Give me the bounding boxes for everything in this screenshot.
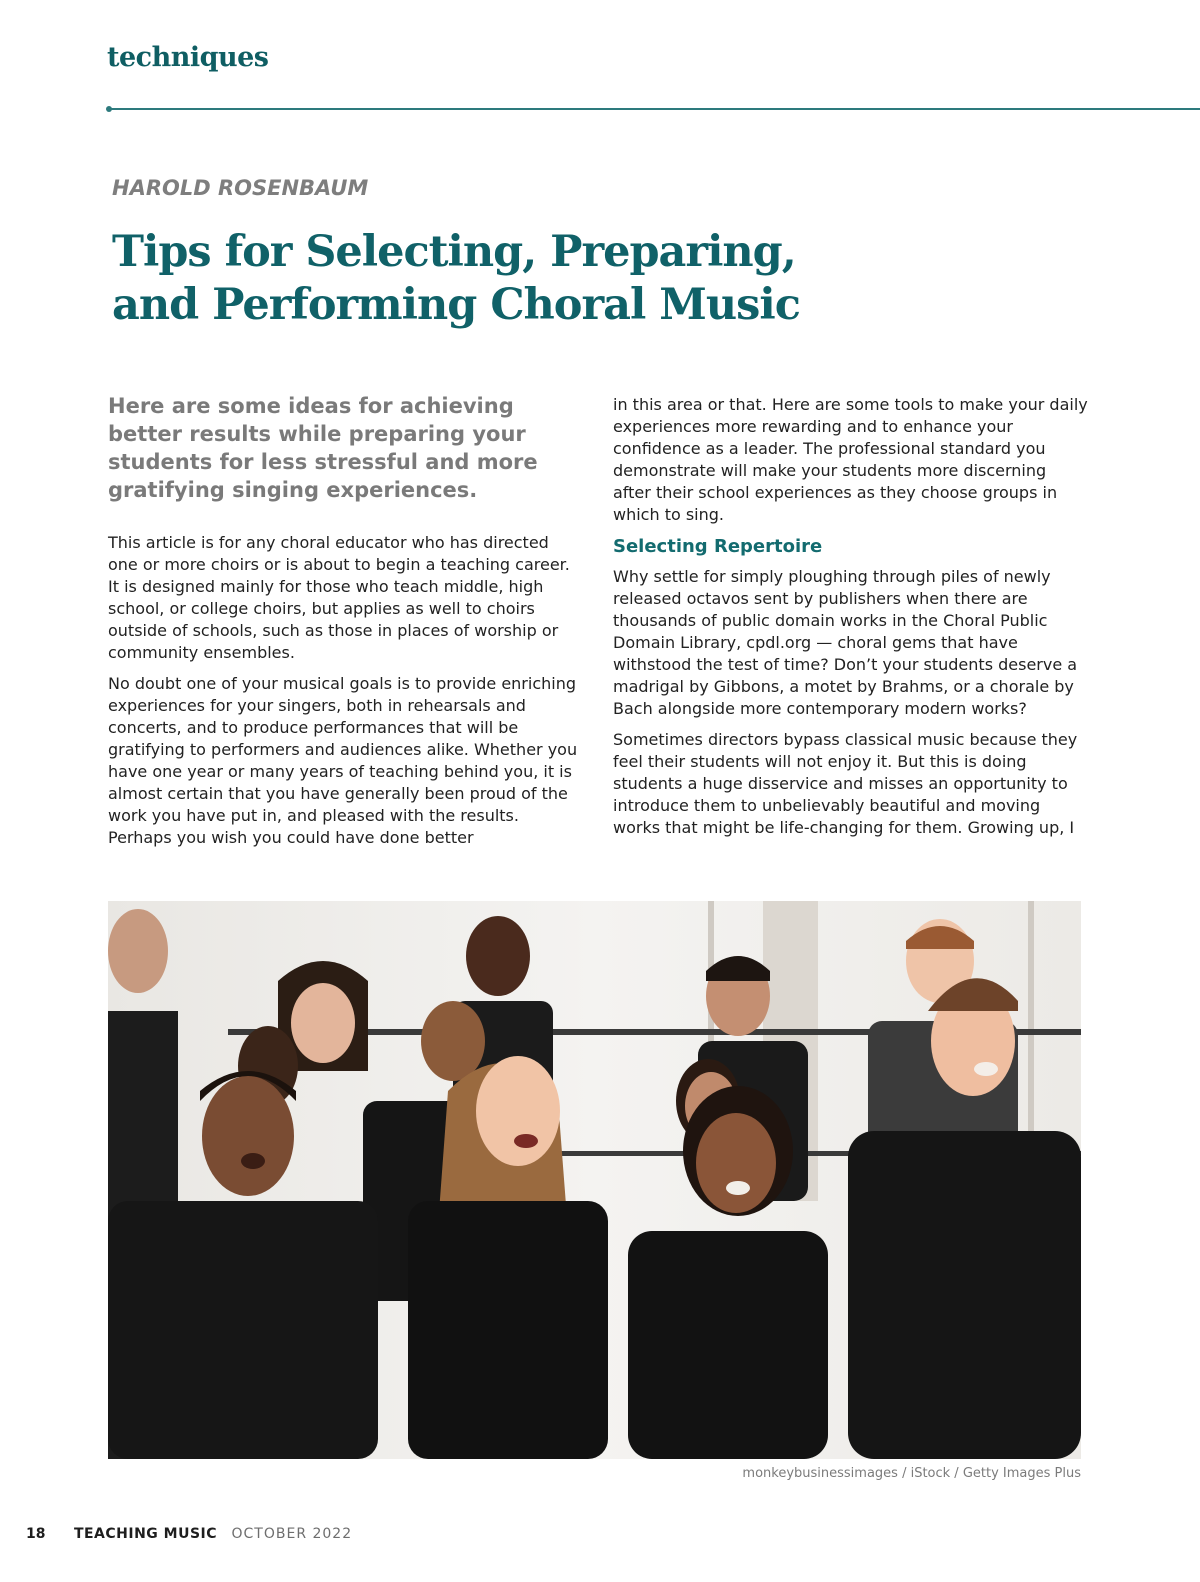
issue-date: OCTOBER 2022 xyxy=(231,1526,353,1542)
section-subhead: Selecting Repertoire xyxy=(613,536,823,557)
body-paragraph: No doubt one of your musical goals is to provide enriching experiences for your singers, both in rehearsals and concerts, and to produce performances that will be gratifying to performers and audiences alike. Whether you have one year or many years of teaching behind you, it is almost certain that you have generally been proud of the work you have put in, and pleased with the results. Perhaps you wish you could have done better xyxy=(108,674,578,847)
body-paragraph: in this area or that. Here are some tools to make your daily experiences more rewarding and to enhance your confidence as a leader. The professional standard you demonstrate will make your students more discerning after their school experiences as they choose groups in which to sing. xyxy=(613,395,1088,524)
left-column xyxy=(108,532,583,858)
choir-photo xyxy=(108,901,1081,1459)
article-title xyxy=(112,226,832,332)
page-footer xyxy=(26,1526,352,1542)
header-rule-dot xyxy=(106,106,112,112)
page-number: 18 xyxy=(26,1526,46,1542)
article-deck: Here are some ideas for achieving better results while preparing your students for less stressful and more gratifying singing experiences. xyxy=(108,394,538,502)
magazine-name: TEACHING MUSIC xyxy=(73,1526,218,1542)
choir-photo-illustration xyxy=(108,901,1081,1459)
body-paragraph: This article is for any choral educator who has directed one or more choirs or is about to begin a teaching career. It is designed mainly for those who teach middle, high school, or college choirs, but applies as well to choirs outside of schools, such as those in places of worship or community ensembles. xyxy=(108,533,570,662)
right-column xyxy=(613,394,1088,848)
title-line-1: Tips for Selecting, Preparing, xyxy=(112,227,796,277)
author-name: HAROLD ROSENBAUM xyxy=(112,176,369,200)
photo-credit: monkeybusinessimages / iStock / Getty Images Plus xyxy=(742,1466,1081,1481)
section-tag: techniques xyxy=(107,42,269,73)
title-line-2: and Performing Choral Music xyxy=(112,280,800,330)
body-paragraph: Why settle for simply ploughing through piles of newly released octavos sent by publishers when there are thousands of public domain works in the Choral Public Domain Library, cpdl.org — choral gems that have withstood the test of time? Don’t your students deserve a madrigal by Gibbons, a motet by Brahms, or a chorale by Bach alongside more contemporary modern works? xyxy=(613,567,1078,718)
body-paragraph: Sometimes directors bypass classical music because they feel their students will not enjoy it. But this is doing students a huge disservice and misses an opportunity to introduce them to unbelievably beautiful and moving works that might be life-changing for them. Growing up, I xyxy=(613,730,1078,837)
header-rule xyxy=(108,108,1200,110)
